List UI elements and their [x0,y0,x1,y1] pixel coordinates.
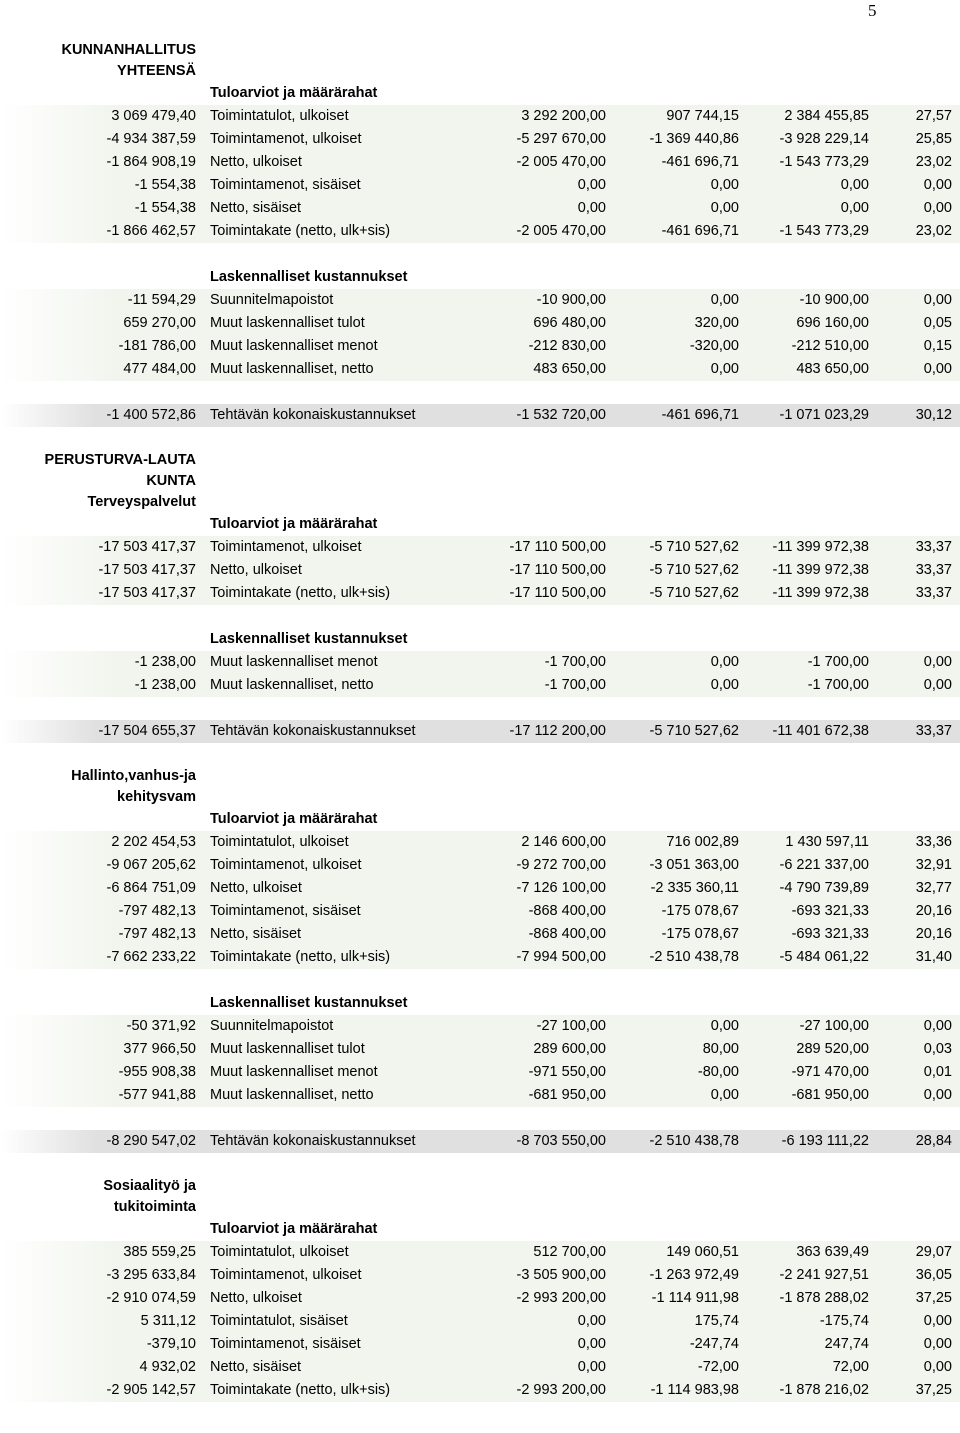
actual-value: 0,00 [710,654,739,670]
remaining-value: -6 193 111,22 [781,1133,869,1149]
actual-value: 0,00 [710,361,739,377]
section-title [0,40,196,82]
budget-report [0,40,960,1402]
section-title-line: kehitysvam [117,789,196,805]
actual-value: 149 060,51 [666,1244,739,1260]
table-row [0,831,960,854]
section-title-line: YHTEENSÄ [117,63,196,79]
table-row [0,1310,960,1333]
prior-year-value: 377 966,50 [123,1041,196,1057]
prior-year-value: -797 482,13 [118,926,196,942]
section-heading: Tuloarviot ja määrärahat [210,811,378,827]
prior-year-value: -1 238,00 [134,677,196,693]
spacer [0,743,960,766]
prior-year-value: -379,10 [146,1336,196,1352]
percent-value: 0,00 [923,1336,952,1352]
budget-value: -17 110 500,00 [509,562,606,578]
section-title-line: KUNTA [146,473,196,489]
spacer [0,1153,960,1176]
table-row [0,674,960,697]
budget-value: -1 532 720,00 [516,407,606,423]
remaining-value: -212 510,00 [791,338,869,354]
remaining-value: -175,74 [819,1313,869,1329]
calc-heading: Laskennalliset kustannukset [210,269,408,285]
percent-value: 25,85 [915,131,952,147]
actual-value: -5 710 527,62 [649,539,739,555]
calc-header [0,266,960,289]
budget-value: -1 700,00 [544,654,606,670]
budget-value: 0,00 [577,1336,606,1352]
actual-value: -2 335 360,11 [650,880,739,896]
remaining-value: -1 878 216,02 [779,1382,869,1398]
prior-year-value: 3 069 479,40 [111,108,196,124]
actual-value: 0,00 [710,177,739,193]
remaining-value: -11 399 972,38 [772,539,869,555]
spacer [0,243,960,266]
remaining-value: 0,00 [840,177,869,193]
actual-value: -175 078,67 [661,926,739,942]
percent-value: 33,37 [915,539,952,555]
total-row [0,404,960,427]
section-title-line: tukitoiminta [113,1199,196,1215]
spacer [0,381,960,404]
item-label: Netto, sisäiset [210,926,302,942]
percent-value: 0,00 [923,361,952,377]
budget-value: -681 950,00 [528,1087,606,1103]
remaining-value: 72,00 [832,1359,869,1375]
item-label: Netto, ulkoiset [210,154,302,170]
actual-value: -80,00 [697,1064,739,1080]
total-row [0,720,960,743]
percent-value: 23,02 [915,154,952,170]
actual-value: -1 263 972,49 [649,1267,739,1283]
prior-year-value: -3 295 633,84 [106,1267,196,1283]
budget-value: -17 110 500,00 [509,585,606,601]
actual-value: -5 710 527,62 [649,723,739,739]
remaining-value: -11 401 672,38 [772,723,869,739]
budget-value: -1 700,00 [544,677,606,693]
section-header [0,766,960,831]
budget-value: -9 272 700,00 [516,857,606,873]
budget-value: -971 550,00 [528,1064,606,1080]
section-header [0,1176,960,1241]
budget-value: -7 126 100,00 [516,880,606,896]
budget-value: -27 100,00 [536,1018,606,1034]
table-row [0,1356,960,1379]
percent-value: 0,00 [923,292,952,308]
percent-value: 30,12 [915,407,952,423]
item-label: Muut laskennalliset menot [210,654,378,670]
percent-value: 0,05 [923,315,952,331]
actual-value: 716 002,89 [666,834,739,850]
actual-value: 0,00 [710,1087,739,1103]
section-title-line: Sosiaalityö ja [103,1178,196,1194]
prior-year-value: -1 238,00 [134,654,196,670]
budget-value: -7 994 500,00 [516,949,606,965]
actual-value: 0,00 [710,200,739,216]
remaining-value: 1 430 597,11 [785,834,869,850]
table-row [0,900,960,923]
calc-heading: Laskennalliset kustannukset [210,995,408,1011]
remaining-value: -10 900,00 [799,292,869,308]
actual-value: 907 744,15 [666,108,739,124]
budget-value: -17 110 500,00 [509,539,606,555]
section-header [0,40,960,105]
percent-value: 36,05 [915,1267,952,1283]
actual-value: -5 710 527,62 [649,585,739,601]
budget-value: 0,00 [577,200,606,216]
section-heading: Tuloarviot ja määrärahat [210,516,378,532]
remaining-value: 0,00 [840,200,869,216]
actual-value: -72,00 [697,1359,739,1375]
table-row [0,1287,960,1310]
table-row [0,1379,960,1402]
prior-year-value: -4 934 387,59 [106,131,196,147]
budget-value: 483 650,00 [533,361,606,377]
item-label: Muut laskennalliset menot [210,338,378,354]
section-heading: Tuloarviot ja määrärahat [210,85,378,101]
table-row [0,220,960,243]
table-row [0,1333,960,1356]
actual-value: -1 114 983,98 [650,1382,739,1398]
remaining-value: -4 790 739,89 [779,880,869,896]
table-row [0,151,960,174]
remaining-value: -5 484 061,22 [779,949,869,965]
section-title-line: Hallinto,vanhus-ja [71,768,196,784]
budget-value: -868 400,00 [528,926,606,942]
remaining-value: -1 543 773,29 [779,223,869,239]
table-row [0,358,960,381]
item-label: Toimintatulot, ulkoiset [210,1244,349,1260]
spacer [0,427,960,450]
prior-year-value: -2 905 142,57 [106,1382,196,1398]
item-label: Toimintamenot, sisäiset [210,903,361,919]
item-label: Toimintamenot, sisäiset [210,1336,361,1352]
percent-value: 0,00 [923,1313,952,1329]
remaining-value: 696 160,00 [796,315,869,331]
table-row [0,1084,960,1107]
budget-value: -17 112 200,00 [509,723,606,739]
prior-year-value: -2 910 074,59 [106,1290,196,1306]
item-label: Toimintatulot, sisäiset [210,1313,348,1329]
remaining-value: 2 384 455,85 [784,108,869,124]
actual-value: 0,00 [710,677,739,693]
budget-value: 512 700,00 [533,1244,606,1260]
spacer [0,697,960,720]
table-row [0,289,960,312]
remaining-value: -693 321,33 [791,903,869,919]
item-label: Tehtävän kokonaiskustannukset [210,407,416,423]
total-row [0,1130,960,1153]
item-label: Muut laskennalliset, netto [210,677,374,693]
percent-value: 0,00 [923,677,952,693]
percent-value: 33,36 [915,834,952,850]
table-row [0,197,960,220]
percent-value: 28,84 [915,1133,952,1149]
remaining-value: -681 950,00 [791,1087,869,1103]
actual-value: -1 369 440,86 [649,131,739,147]
section-title-line: Terveyspalvelut [87,494,196,510]
prior-year-value: -1 554,38 [134,177,196,193]
prior-year-value: -7 662 233,22 [106,949,196,965]
prior-year-value: -17 503 417,37 [98,539,196,555]
item-label: Toimintakate (netto, ulk+sis) [210,949,391,965]
item-label: Netto, sisäiset [210,1359,302,1375]
prior-year-value: -1 866 462,57 [106,223,196,239]
item-label: Muut laskennalliset tulot [210,1041,365,1057]
budget-value: 0,00 [577,1359,606,1375]
table-row [0,946,960,969]
remaining-value: -1 878 288,02 [779,1290,869,1306]
actual-value: -2 510 438,78 [649,949,739,965]
prior-year-value: -8 290 547,02 [106,1133,196,1149]
percent-value: 33,37 [915,585,952,601]
spacer [0,1107,960,1130]
budget-value: 2 146 600,00 [521,834,606,850]
budget-value: -8 703 550,00 [516,1133,606,1149]
section-title [0,1176,196,1218]
table-row [0,174,960,197]
actual-value: 0,00 [710,1018,739,1034]
percent-value: 20,16 [915,903,952,919]
actual-value: 80,00 [702,1041,739,1057]
table-row [0,536,960,559]
remaining-value: -27 100,00 [799,1018,869,1034]
item-label: Toimintatulot, ulkoiset [210,108,349,124]
budget-value: -3 505 900,00 [516,1267,606,1283]
remaining-value: -11 399 972,38 [772,585,869,601]
remaining-value: -693 321,33 [791,926,869,942]
prior-year-value: -17 503 417,37 [98,585,196,601]
actual-value: 320,00 [694,315,739,331]
calc-header [0,992,960,1015]
budget-value: 289 600,00 [533,1041,606,1057]
table-row [0,923,960,946]
prior-year-value: -181 786,00 [118,338,196,354]
budget-value: -2 005 470,00 [516,223,606,239]
item-label: Toimintakate (netto, ulk+sis) [210,1382,391,1398]
prior-year-value: -1 554,38 [134,200,196,216]
remaining-value: -3 928 229,14 [779,131,869,147]
remaining-value: -971 470,00 [791,1064,869,1080]
item-label: Netto, ulkoiset [210,880,302,896]
remaining-value: 247,74 [824,1336,869,1352]
spacer [0,969,960,992]
calc-heading: Laskennalliset kustannukset [210,631,408,647]
item-label: Toimintakate (netto, ulk+sis) [210,585,391,601]
actual-value: -3 051 363,00 [649,857,739,873]
percent-value: 0,15 [923,338,952,354]
budget-value: 696 480,00 [533,315,606,331]
prior-year-value: -955 908,38 [118,1064,196,1080]
budget-value: -10 900,00 [536,292,606,308]
prior-year-value: -6 864 751,09 [106,880,196,896]
prior-year-value: -17 504 655,37 [98,723,196,739]
item-label: Tehtävän kokonaiskustannukset [210,1133,416,1149]
percent-value: 0,01 [923,1064,952,1080]
percent-value: 31,40 [915,949,952,965]
page-number: 5 [868,1,877,20]
prior-year-value: -1 400 572,86 [106,407,196,423]
actual-value: -461 696,71 [661,154,739,170]
prior-year-value: -50 371,92 [126,1018,196,1034]
actual-value: -461 696,71 [661,223,739,239]
budget-value: -868 400,00 [528,903,606,919]
prior-year-value: 477 484,00 [123,361,196,377]
section-heading: Tuloarviot ja määrärahat [210,1221,378,1237]
table-row [0,854,960,877]
percent-value: 20,16 [915,926,952,942]
percent-value: 37,25 [915,1382,952,1398]
item-label: Toimintamenot, ulkoiset [210,131,362,147]
calc-header [0,628,960,651]
prior-year-value: -797 482,13 [118,903,196,919]
table-row [0,651,960,674]
section-title-line: KUNNANHALLITUS [61,42,196,58]
prior-year-value: 2 202 454,53 [111,834,196,850]
table-row [0,128,960,151]
table-row [0,582,960,605]
prior-year-value: 659 270,00 [123,315,196,331]
percent-value: 0,00 [923,1087,952,1103]
percent-value: 27,57 [915,108,952,124]
percent-value: 0,00 [923,654,952,670]
section-header [0,450,960,536]
budget-value: 0,00 [577,177,606,193]
table-row [0,1015,960,1038]
remaining-value: -1 700,00 [807,654,869,670]
item-label: Netto, sisäiset [210,200,302,216]
remaining-value: -1 700,00 [807,677,869,693]
table-row [0,335,960,358]
percent-value: 29,07 [915,1244,952,1260]
item-label: Toimintatulot, ulkoiset [210,834,349,850]
actual-value: -320,00 [689,338,739,354]
percent-value: 33,37 [915,562,952,578]
percent-value: 0,00 [923,1359,952,1375]
item-label: Muut laskennalliset, netto [210,361,374,377]
item-label: Toimintamenot, ulkoiset [210,539,362,555]
percent-value: 33,37 [915,723,952,739]
item-label: Suunnitelmapoistot [210,1018,334,1034]
prior-year-value: -1 864 908,19 [106,154,196,170]
actual-value: -1 114 911,98 [651,1290,739,1306]
percent-value: 0,00 [923,177,952,193]
prior-year-value: 5 311,12 [140,1313,196,1329]
budget-value: -2 993 200,00 [516,1290,606,1306]
budget-value: -5 297 670,00 [516,131,606,147]
section-title [0,450,196,513]
prior-year-value: -577 941,88 [118,1087,196,1103]
item-label: Netto, ulkoiset [210,562,302,578]
table-row [0,312,960,335]
percent-value: 0,03 [923,1041,952,1057]
item-label: Muut laskennalliset tulot [210,315,365,331]
percent-value: 32,91 [915,857,952,873]
table-row [0,1061,960,1084]
prior-year-value: -17 503 417,37 [98,562,196,578]
remaining-value: 289 520,00 [796,1041,869,1057]
actual-value: -247,74 [689,1336,739,1352]
actual-value: -461 696,71 [661,407,739,423]
budget-value: 3 292 200,00 [521,108,606,124]
prior-year-value: 4 932,02 [139,1359,196,1375]
table-row [0,559,960,582]
prior-year-value: 385 559,25 [123,1244,196,1260]
percent-value: 0,00 [923,1018,952,1034]
actual-value: 0,00 [710,292,739,308]
remaining-value: 363 639,49 [796,1244,869,1260]
item-label: Toimintamenot, ulkoiset [210,857,362,873]
item-label: Netto, ulkoiset [210,1290,302,1306]
remaining-value: -2 241 927,51 [779,1267,869,1283]
table-row [0,105,960,128]
item-label: Tehtävän kokonaiskustannukset [210,723,416,739]
item-label: Toimintakate (netto, ulk+sis) [210,223,391,239]
table-row [0,877,960,900]
section-title [0,766,196,808]
remaining-value: -11 399 972,38 [772,562,869,578]
item-label: Muut laskennalliset menot [210,1064,378,1080]
budget-value: 0,00 [577,1313,606,1329]
item-label: Toimintamenot, sisäiset [210,177,361,193]
budget-value: -2 993 200,00 [516,1382,606,1398]
remaining-value: -1 543 773,29 [779,154,869,170]
percent-value: 37,25 [915,1290,952,1306]
remaining-value: 483 650,00 [796,361,869,377]
budget-value: -212 830,00 [528,338,606,354]
prior-year-value: -11 594,29 [127,292,196,308]
remaining-value: -6 221 337,00 [779,857,869,873]
percent-value: 32,77 [915,880,952,896]
spacer [0,605,960,628]
actual-value: 175,74 [694,1313,739,1329]
item-label: Muut laskennalliset, netto [210,1087,374,1103]
actual-value: -2 510 438,78 [649,1133,739,1149]
item-label: Suunnitelmapoistot [210,292,334,308]
table-row [0,1038,960,1061]
item-label: Toimintamenot, ulkoiset [210,1267,362,1283]
section-title-line: PERUSTURVA-LAUTA [44,452,196,468]
actual-value: -175 078,67 [661,903,739,919]
actual-value: -5 710 527,62 [649,562,739,578]
percent-value: 0,00 [923,200,952,216]
table-row [0,1264,960,1287]
remaining-value: -1 071 023,29 [779,407,869,423]
budget-value: -2 005 470,00 [516,154,606,170]
percent-value: 23,02 [915,223,952,239]
table-row [0,1241,960,1264]
prior-year-value: -9 067 205,62 [106,857,196,873]
